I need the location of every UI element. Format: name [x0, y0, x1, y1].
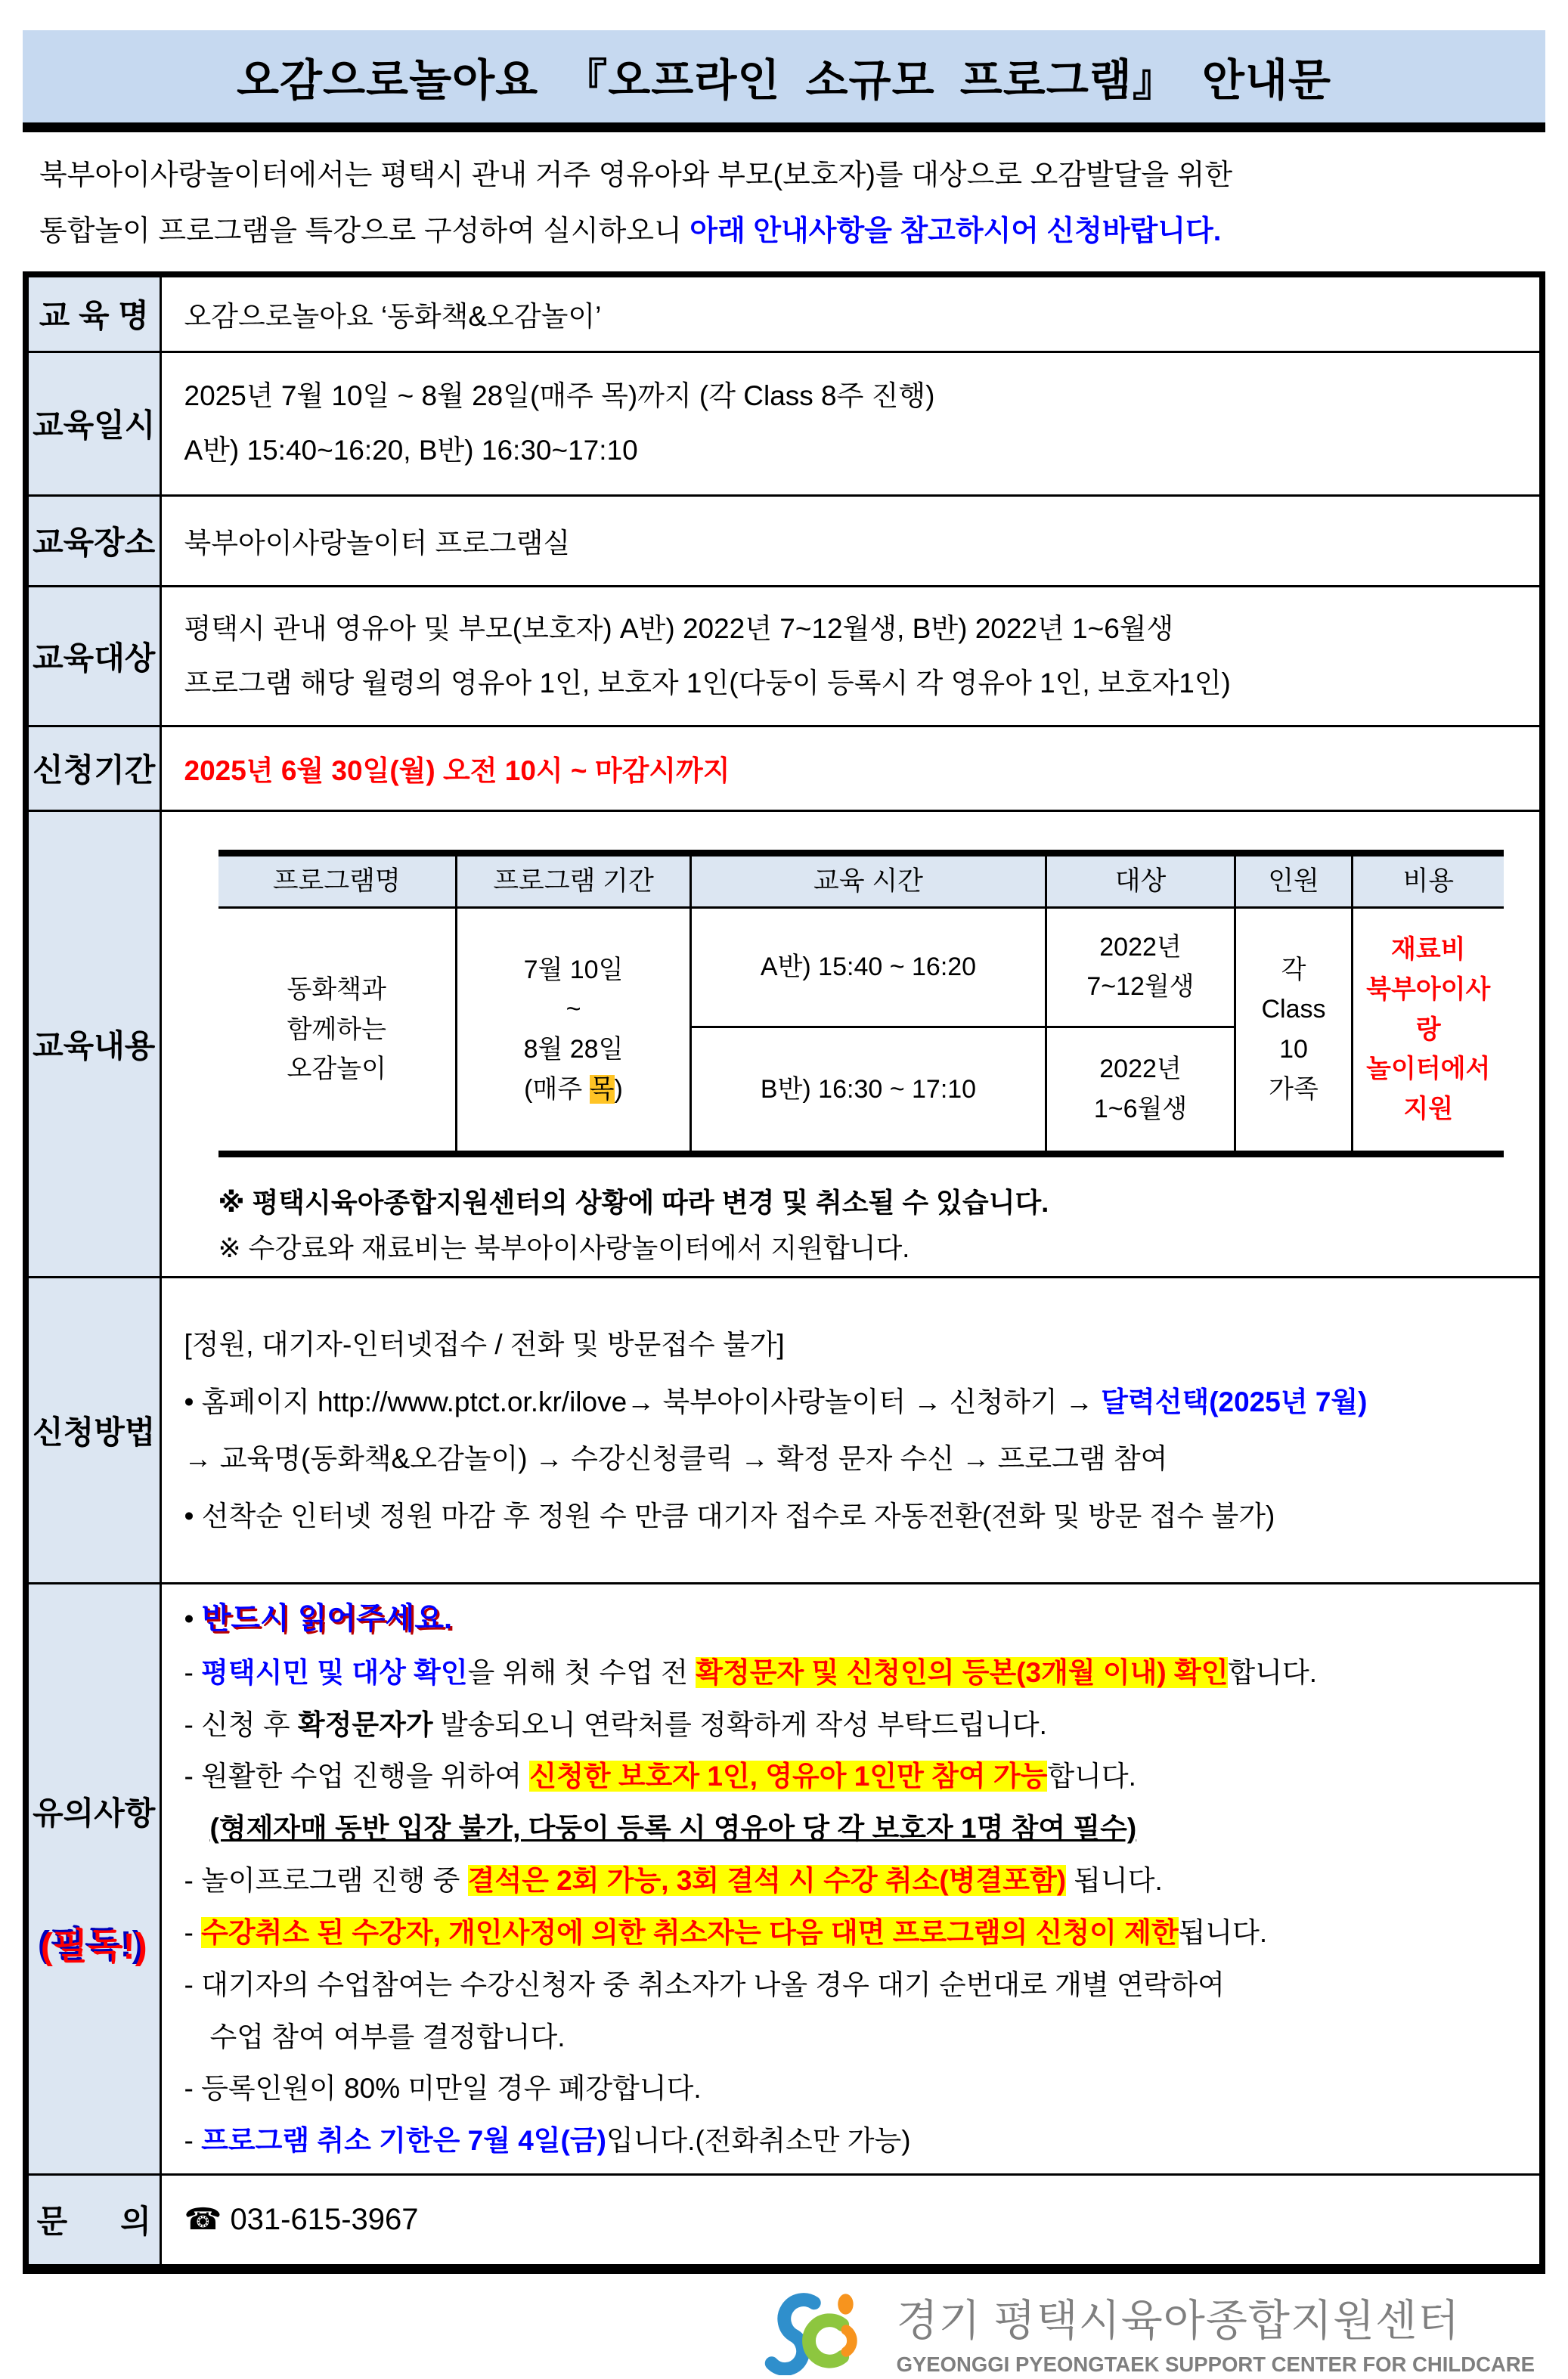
org-name-korean: 경기 평택시육아종합지원센터 [896, 2297, 1461, 2346]
intro-line-2: 통합놀이 프로그램을 특강으로 구성하여 실시하오니 아래 안내사항을 참고하시어 신청바랍니다. [39, 215, 1222, 248]
header-target: 대상 [1046, 853, 1235, 907]
row-label-apply-method: 신청방법 [26, 1278, 160, 1584]
thursday-highlight: 목 [589, 1074, 615, 1104]
target-line-2: 프로그램 해당 월령의 영유아 1인, 보호자 1인(다둥이 등록시 각 영유아 1인, 보호자1인) [184, 667, 1231, 699]
notice-item-2: - 신청 후 확정문자가 발송되오니 연락처를 정확하게 작성 부탁드립니다. [184, 1708, 1047, 1740]
cell-time-b: B반) 16:30 ~ 17:10 [691, 1027, 1046, 1154]
row-education-datetime [26, 352, 1542, 495]
row-notice [26, 1584, 1542, 2175]
row-education-name [26, 274, 1542, 352]
row-label-apply-period: 신청기간 [26, 726, 160, 810]
notice-item-9: - 프로그램 취소 기한은 7월 4일(금)입니다.(전화취소만 가능) [184, 2125, 911, 2157]
cell-target-b: 2022년 1~6월생 [1046, 1027, 1235, 1154]
notice-item-4: (형제자매 동반 입장 불가, 다둥이 등록 시 영유아 당 각 보호자 1명 참여 필수) [209, 1813, 1137, 1845]
method-header: [정원, 대기자-인터넷접수 / 전화 및 방문접수 불가] [184, 1328, 785, 1360]
program-detail-row-a [218, 907, 1504, 1027]
row-apply-method [26, 1278, 1542, 1584]
footer [23, 2285, 1535, 2379]
row-label-notice [26, 1584, 160, 2175]
row-label-education-place: 교육장소 [26, 495, 160, 586]
content-note-2: ※ 수강료와 재료비는 북부아이사랑놀이터에서 지원합니다. [218, 1231, 910, 1263]
notice-item-7-line-2: 수업 참여 여부를 결정합니다. [209, 2021, 566, 2052]
org-logo-icon [758, 2285, 886, 2379]
education-name-value: 오감으로놀아요 ‘동화책&오감놀이’ [184, 301, 602, 333]
datetime-line-2: A반) 15:40~16:20, B반) 16:30~17:10 [184, 435, 638, 466]
notice-label-must-read: (필독!) [40, 1927, 147, 1968]
notice-head: • 반드시 읽어주세요. [184, 1602, 453, 1636]
cell-program-period: 7월 10일 ~ 8월 28일 (매주 목) [457, 907, 691, 1154]
cell-time-a: A반) 15:40 ~ 16:20 [691, 907, 1046, 1027]
row-label-contact: 문 의 [26, 2174, 160, 2269]
row-education-place [26, 495, 1542, 586]
content-note-1: ※ 평택시육아종합지원센터의 상황에 따라 변경 및 취소될 수 있습니다. [218, 1186, 1049, 1218]
row-education-target [26, 586, 1542, 726]
row-label-education-name: 교 육 명 [26, 274, 160, 352]
header-capacity: 인원 [1235, 853, 1353, 907]
education-place-value: 북부아이사랑놀이터 프로그램실 [184, 528, 571, 559]
notice-item-6: - 수강취소 된 수강자, 개인사정에 의한 취소자는 다음 대면 프로그램의 신청이 제한됩니다. [184, 1916, 1268, 1948]
cell-program-name: 동화책과 함께하는 오감놀이 [218, 907, 457, 1154]
method-step-line-1 [184, 1374, 1522, 1431]
row-label-education-content: 교육내용 [26, 810, 160, 1278]
page-title: 오감으로놀아요 『오프라인 소규모 프로그램』 안내문 [236, 56, 1332, 105]
intro-line-1: 북부아이사랑놀이터에서는 평택시 관내 거주 영유아와 부모(보호자)를 대상으로 오감발달을 위한 [39, 160, 1233, 191]
intro-emphasis: 아래 안내사항을 참고하시어 신청바랍니다. [689, 215, 1222, 248]
contact-phone: ☎ 031-615-3967 [184, 2203, 419, 2237]
title-bar [23, 30, 1545, 132]
apply-period-value: 2025년 6월 30일(월) 오전 10시 ~ 마감시까지 [184, 755, 730, 787]
cell-cost: 재료비 북부아이사랑 놀이터에서 지원 [1353, 907, 1504, 1154]
program-detail-header-row [218, 853, 1504, 907]
header-program-name: 프로그램명 [218, 853, 457, 907]
row-label-education-target: 교육대상 [26, 586, 160, 726]
row-label-education-datetime: 교육일시 [26, 352, 160, 495]
notice-item-5: - 놀이프로그램 진행 중 결석은 2회 가능, 3회 결석 시 수강 취소(병결포함) 됩니다. [184, 1865, 1163, 1897]
header-cost: 비용 [1353, 853, 1504, 907]
cell-capacity: 각 Class 10 가족 [1235, 907, 1353, 1154]
row-education-content [26, 810, 1542, 1278]
row-contact [26, 2174, 1542, 2269]
notice-item-1: - 평택시민 및 대상 확인을 위해 첫 수업 전 확정문자 및 신청인의 등본(3개월 이내) 확인합니다. [184, 1656, 1317, 1688]
cell-target-a: 2022년 7~12월생 [1046, 907, 1235, 1027]
row-apply-period [26, 726, 1542, 810]
intro-paragraph [29, 147, 1539, 259]
notice-label: 유의사항 [33, 1795, 156, 1832]
notice-item-3: - 원활한 수업 진행을 위하여 신청한 보호자 1인, 영유아 1인만 참여 가능합니다. [184, 1761, 1136, 1792]
program-info-table [23, 271, 1545, 2274]
website-url: • 홈페이지 http://www.ptct.or.kr/ilove→ 북부아이사랑놀이터 → 신청하기 → [184, 1386, 1102, 1417]
header-program-period: 프로그램 기간 [457, 853, 691, 907]
method-bullet-2: • 선착순 인터넷 정원 마감 후 정원 수 만큼 대기자 접수로 자동전환(전화 및 방문 접수 불가) [184, 1501, 1275, 1532]
target-line-1: 평택시 관내 영유아 및 부모(보호자) A반) 2022년 7~12월생, B반) 2022년 1~6월생 [184, 612, 1174, 644]
method-calendar-emphasis: 달력선택(2025년 7월) [1101, 1386, 1368, 1417]
org-text-block [897, 2286, 1535, 2377]
org-name-english: GYEONGGI PYEONGTAEK SUPPORT CENTER FOR CHILDCARE [896, 2353, 1535, 2377]
method-step-line-2: → 교육명(동화책&오감놀이) → 수강신청클릭 → 확정 문자 수신 → 프로그램 참여 [184, 1443, 1168, 1475]
header-education-time: 교육 시간 [691, 853, 1046, 907]
notice-item-8: - 등록인원이 80% 미만일 경우 폐강합니다. [184, 2073, 702, 2105]
program-detail-table [218, 850, 1504, 1157]
datetime-line-1: 2025년 7월 10일 ~ 8월 28일(매주 목)까지 (각 Class 8주 진행) [184, 380, 935, 412]
notice-item-7-line-1: - 대기자의 수업참여는 수강신청자 중 취소자가 나올 경우 대기 순번대로 개별 연락하여 [184, 1969, 1225, 2000]
